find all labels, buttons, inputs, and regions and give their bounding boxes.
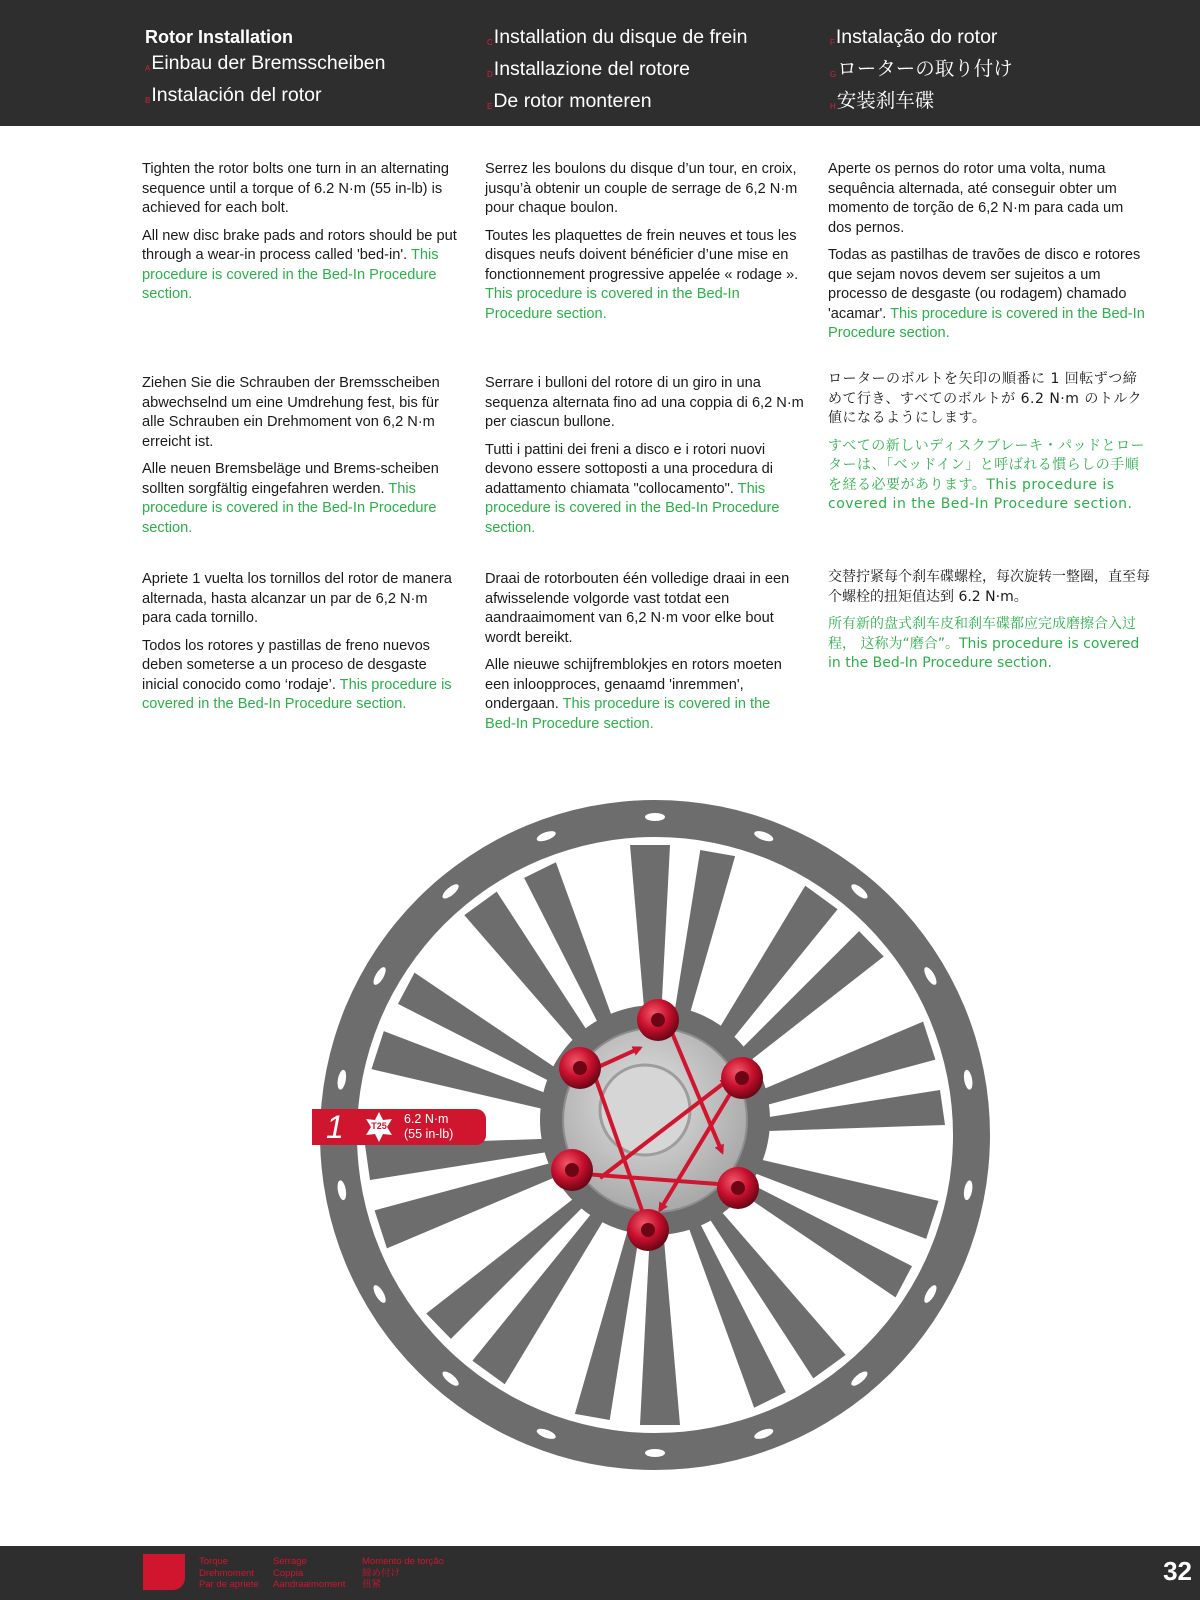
instruction-text: Tutti i pattini dei freni a disco e i rotori nuovi devono essere sottoposti a una procedura di adattamento chiamata "collocamento". This procedure is covered in the Bed-In Procedure section. <box>485 441 780 536</box>
instruction-block-de <box>142 374 457 546</box>
instruction-text: Tighten the rotor bolts one turn in an alternating sequence until a torque of 6.2 N·m (55 in-lb) is achieved for each bolt. <box>142 161 449 216</box>
instruction-block-en <box>142 160 457 313</box>
header-title: DInstallazione del rotore <box>487 58 690 80</box>
instruction-block-zh <box>828 568 1150 682</box>
instruction-text: Toutes les plaquettes de frein neuves et tous les disques neufs doivent bénéficier d’une mise en fonctionnement progressive appelée « rodage ». This procedure is covered in the Bed-In Procedure section. <box>485 227 799 322</box>
instruction-text: Serrare i bulloni del rotore di un giro in una sequenza alternata fino ad una coppia di 6,2 N·m per ciascun bullone. <box>485 375 804 430</box>
instruction-text: Alle nieuwe schijfremblokjes en rotors moeten een inloopproces, genaamd 'inremmen', ondergaan. This procedure is covered in the Bed-In Procedure section. <box>485 657 782 732</box>
instruction-text: 交替拧紧每个刹车碟螺栓，每次旋转一整圈，直至每个螺栓的扭矩值达到 6.2 N·m。 <box>828 569 1150 605</box>
page-number: 32 <box>1163 1556 1192 1586</box>
header-column-3 <box>830 24 1013 120</box>
instruction-text: Alle neuen Bremsbeläge und Brems-scheiben sollten sorgfältig eingefahren werden. This procedure is covered in the Bed-In Procedure section. <box>142 461 439 536</box>
footer-legend-3: Momento de torção 締め付け 扭紧 <box>362 1556 444 1590</box>
instruction-text <box>828 615 1150 674</box>
bed-in-reference: すべての新しいディスクブレーキ・パッドとローターは、「ベッドイン」と呼ばれる慣らしの手順を経る必要があります。This procedure is covered in the Bed-In Procedure section. <box>828 437 1146 512</box>
page-footer <box>0 1546 1200 1600</box>
instruction-block-pt <box>828 160 1150 352</box>
rotor-bolt <box>721 1057 763 1099</box>
bed-in-reference: 所有新的盘式刹车皮和刹车碟都应完成磨擦合入过程， 这称为“磨合”。This procedure is covered in the Bed-In Procedure section. <box>828 616 1140 671</box>
rotor-bolt <box>717 1167 759 1209</box>
instruction-block-nl <box>485 570 805 742</box>
header-title: Rotor Installation <box>145 27 293 47</box>
instruction-text: Todos los rotores y pastillas de freno nuevos deben someterse a un proceso de desgaste inicial conocido como ‘rodaje’. This procedure is covered in the Bed-In Procedure section. <box>142 637 452 712</box>
instruction-text: Aperte os pernos do rotor uma volta, numa sequência alternada, até conseguir obter um momento de torção de 6,2 N·m para cada um dos pernos. <box>828 161 1124 236</box>
bed-in-reference: This procedure is covered in the Bed-In Procedure section. <box>142 480 437 536</box>
rotor-bolt <box>551 1149 593 1191</box>
footer-legend-2: Serrage Coppia Aandraaimoment <box>273 1556 346 1590</box>
rotor-bolt <box>637 999 679 1041</box>
torque-badge <box>312 1109 486 1145</box>
instruction-text: Draai de rotorbouten één volledige draai in een afwisselende volgorde vast totdat een aandraaimoment van 6,2 N·m voor elke bout wordt bereikt. <box>485 571 790 646</box>
rotor-bolt <box>627 1209 669 1251</box>
instruction-block-fr <box>485 160 805 332</box>
instruction-text: Ziehen Sie die Schrauben der Bremsscheiben abwechselnd um eine Umdrehung fest, bis für alle Schrauben ein Drehmoment von 6,2 N·m erreicht ist. <box>142 375 440 450</box>
header-title: BInstalación del rotor <box>145 84 322 106</box>
header-title: H安装刹车碟 <box>830 90 935 112</box>
header-title: CInstallation du disque de frein <box>487 26 748 48</box>
bed-in-reference: This procedure is covered in the Bed-In Procedure section. <box>485 286 740 322</box>
header-title: FInstalação do rotor <box>830 26 998 48</box>
rotor-bolt <box>559 1047 601 1089</box>
header-column-1 <box>145 24 385 114</box>
page-header <box>0 0 1200 126</box>
torque-wrench-icon <box>143 1554 185 1590</box>
torque-value: 6.2 N·m (55 in-lb) <box>404 1112 454 1141</box>
instruction-text: All new disc brake pads and rotors should be put through a wear-in process called 'bed-in'. This procedure is covered in the Bed-In Procedure section. <box>142 227 457 302</box>
header-title: Gローターの取り付け <box>830 58 1013 80</box>
bed-in-reference: This procedure is covered in the Bed-In Procedure section. <box>142 247 439 302</box>
instruction-text: Apriete 1 vuelta los tornillos del rotor de manera alternada, hasta alcanzar un par de 6,2 N·m para cada tornillo. <box>142 571 452 626</box>
bed-in-reference: This procedure is covered in the Bed-In Procedure section. <box>828 305 1145 341</box>
rotor-illustration <box>310 790 1020 1500</box>
bed-in-reference: This procedure is covered in the Bed-In Procedure section. <box>485 696 771 732</box>
bed-in-reference: This procedure is covered in the Bed-In Procedure section. <box>142 676 452 712</box>
instruction-block-es <box>142 570 457 723</box>
instruction-text: ローターのボルトを矢印の順番に 1 回転ずつ締めて行き、すべてのボルトが 6.2 N·m のトルク値になるようにします。 <box>828 371 1143 426</box>
tool-size: T25 <box>371 1121 387 1131</box>
footer-legend-1: Torque Drehmoment Par de apriete <box>199 1556 259 1590</box>
header-column-2 <box>487 24 747 120</box>
instruction-text: Serrez les boulons du disque d’un tour, en croix, jusqu’à obtenir un couple de serrage de 6,2 N·m pour chaque boulon. <box>485 161 798 216</box>
instruction-block-ja <box>828 370 1150 523</box>
header-title: EDe rotor monteren <box>487 90 652 112</box>
step-number: 1 <box>326 1109 344 1145</box>
instruction-text <box>828 437 1150 515</box>
bed-in-reference: This procedure is covered in the Bed-In Procedure section. <box>485 480 780 536</box>
instruction-block-it <box>485 374 805 546</box>
instruction-text: Todas as pastilhas de travões de disco e rotores que sejam novos devem ser sujeitos a um processo de desgaste (ou rodagem) chamado 'acamar'. This procedure is covered in the Bed-In Procedure section. <box>828 247 1145 341</box>
header-title: AEinbau der Bremsscheiben <box>145 52 386 74</box>
